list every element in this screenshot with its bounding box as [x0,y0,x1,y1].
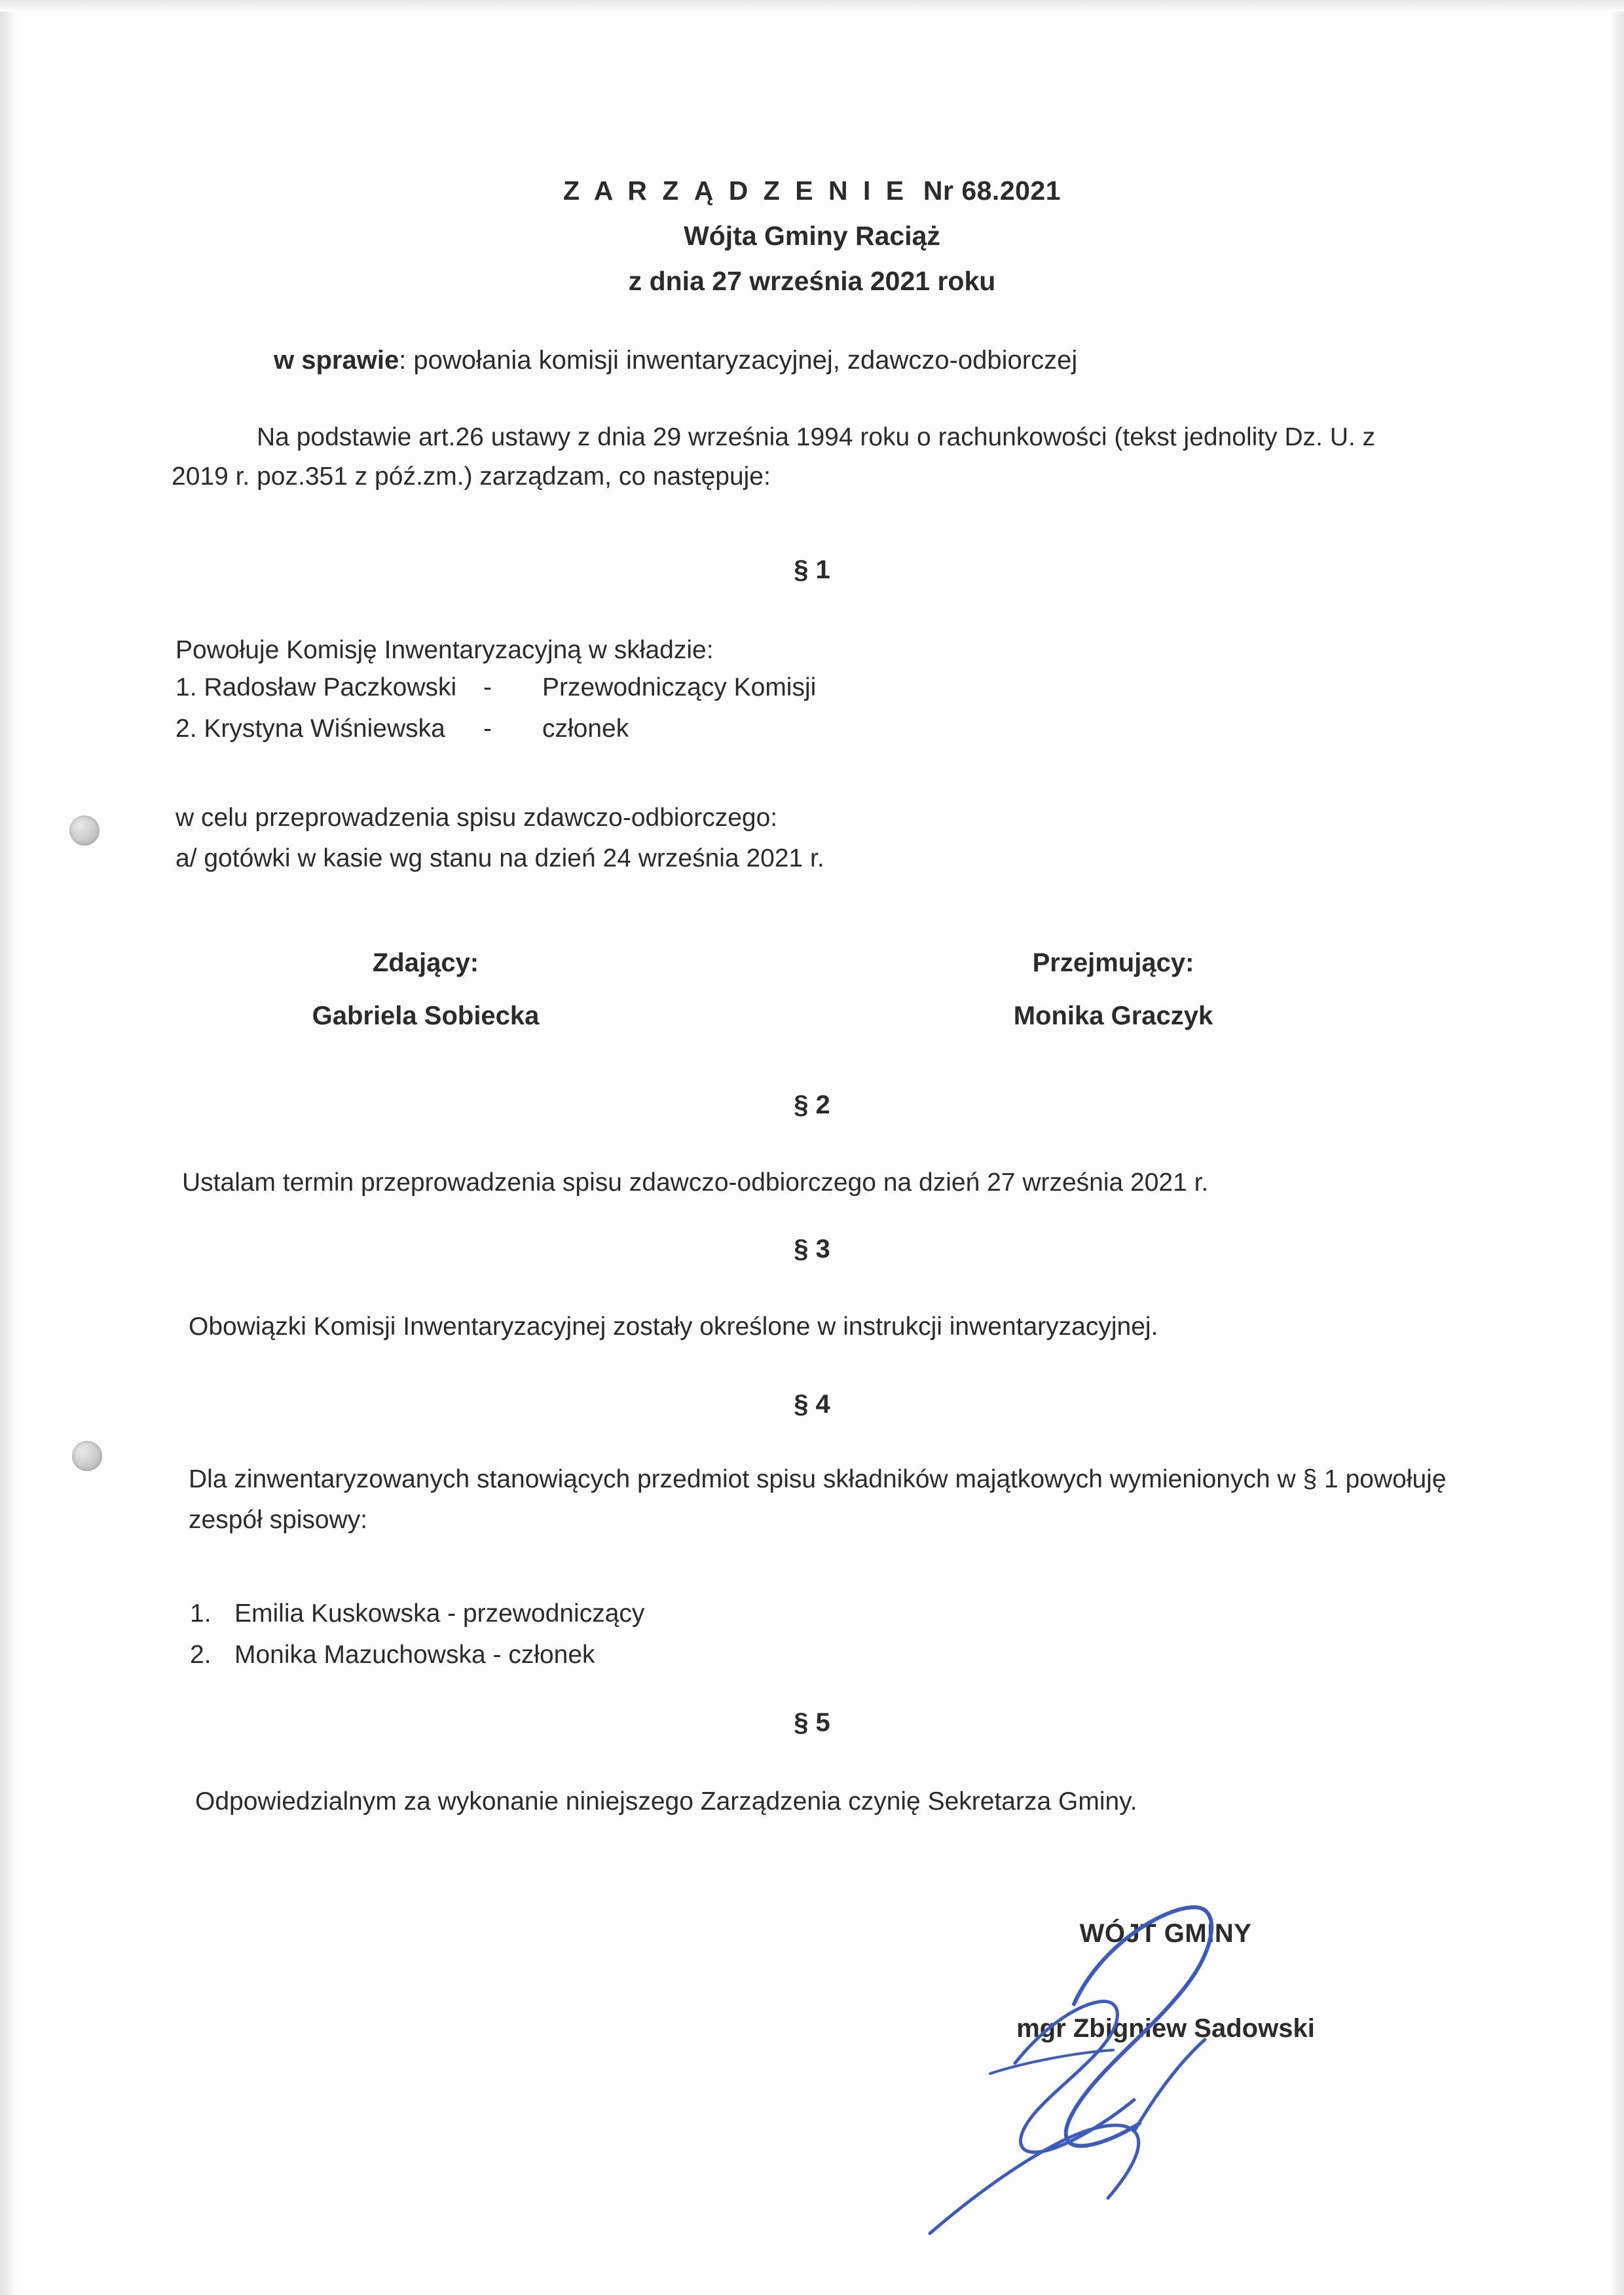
section-2-text: Ustalam termin przeprowadzenia spisu zdawczo-odbiorczego na dzień 27 września 2021 r. [182,1168,1209,1197]
purpose-line-1: w celu przeprowadzenia spisu zdawczo-odbiorczego: [175,804,778,832]
handover-taking-name: Monika Graczyk [1013,1001,1213,1030]
subject-line [274,346,1077,375]
list-item [175,667,816,708]
handover-taking-role: Przejmujący: [1032,948,1194,977]
title-number: Nr 68.2021 [923,176,1061,206]
section-heading-4: § 4 [794,1390,830,1419]
member-full-name: Krystyna Wiśniewska [204,715,445,743]
section-4-text: Dla zinwentaryzowanych stanowiących przedmiot spisu składników majątkowych wymienionych w § 1 powołuję zespół spisowy: [189,1465,1447,1535]
commission-intro: Powołuje Komisję Inwentaryzacyjną w składzie: [175,636,714,664]
section-heading-1: § 1 [794,555,830,584]
purpose-line-2: a/ gotówki w kasie wg stanu na dzień 24 września 2021 r. [175,844,824,873]
punch-hole-icon [72,1441,102,1471]
list-item [190,1593,644,1634]
section-5-text: Odpowiedzialnym za wykonanie niniejszego Zarządzenia czynię Sekretarza Gminy. [195,1787,1137,1816]
legal-basis-text: Na podstawie art.26 ustawy z dnia 29 września 1994 roku o rachunkowości (tekst jednolity Dz. U. z 2019 r. poz.351 z póź.zm.) zarządzam, co następuje: [172,423,1376,491]
inventory-team-list [190,1593,644,1675]
handover-giving-role: Zdający: [372,948,479,977]
title-prefix: Z A R Z Ą D Z E N I E [563,176,908,206]
handover-taking-column [923,948,1303,1031]
subject-text: : powołania komisji inwentaryzacyjnej, zdawczo-odbiorczej [399,346,1078,375]
list-item [175,708,816,749]
title-authority: Wójta Gminy Raciąż [684,221,940,251]
member-number: 2. [175,715,197,743]
member-number: 1. [175,673,197,701]
team-member: Emilia Kuskowska - przewodniczący [234,1599,645,1628]
title-date: z dnia 27 września 2021 roku [628,266,996,296]
member-name [175,708,483,749]
section-heading-5: § 5 [794,1708,830,1737]
footer-signature-block [871,1919,1460,2043]
subject-label: w sprawie [274,346,399,375]
purpose-block [175,798,824,880]
member-dash: - [483,673,492,701]
team-number: 1. [190,1599,212,1628]
handover-giving-column [236,948,616,1031]
section-heading-2: § 2 [794,1091,830,1119]
punch-hole-icon [69,815,100,846]
section-heading-3: § 3 [794,1235,830,1263]
member-dash: - [483,715,492,743]
team-number: 2. [190,1641,212,1670]
team-member: Monika Mazuchowska - członek [234,1641,595,1670]
member-full-name: Radosław Paczkowski [204,673,457,701]
legal-basis-paragraph [172,418,1416,497]
member-role: członek [542,715,629,743]
section-3-text: Obowiązki Komisji Inwentaryzacyjnej zostały określone w instrukcji inwentaryzacyjnej. [189,1313,1158,1341]
handover-giving-name: Gabriela Sobiecka [312,1001,540,1030]
member-role: Przewodniczący Komisji [542,673,817,701]
footer-office-title: WÓJT GMINY [1079,1919,1252,1948]
footer-person-name: mgr Zbigniew Sadowski [1016,2014,1315,2043]
member-name [175,667,483,708]
list-item [190,1634,644,1675]
page-title [0,176,1624,206]
commission-member-list [175,667,816,749]
document-title-block [0,176,1624,297]
